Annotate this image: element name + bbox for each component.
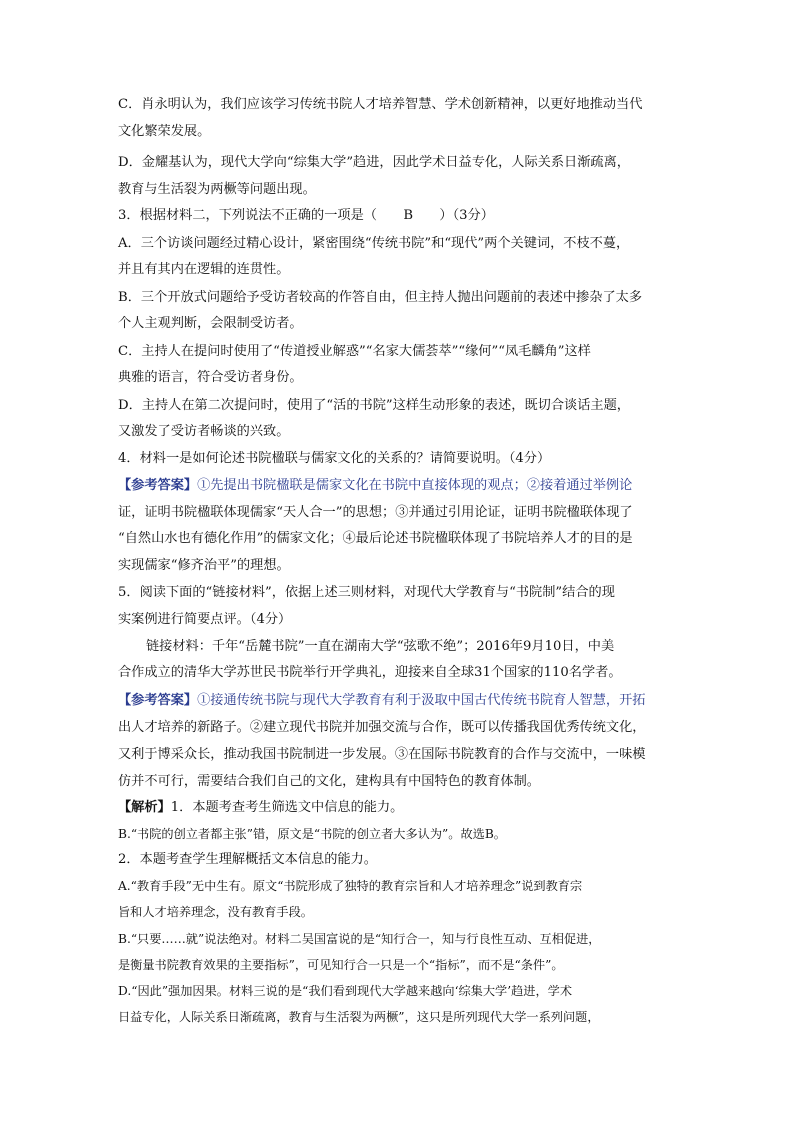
analysis-line: 日益专化，人际关系日渐疏离，教育与生活裂为两橛”，这只是所列现代大学一系列问题， [118, 1010, 600, 1024]
analysis-tag: 【解析】 [118, 800, 171, 815]
answer-line: 出人才培养的新路子。②建立现代书院并加强交流与合作，既可以传播我国优秀传统文化， [118, 720, 646, 735]
analysis-line: D.“因此”强加因果。材料三说的是“我们看到现代大学越来越向‘综集大学’趋进，学术 [118, 984, 573, 998]
analysis-line: 旨和人才培养理念，没有教育手段。 [118, 905, 313, 919]
analysis-line [118, 799, 403, 817]
analysis-line: A.“教育手段”无中生有。原文“书院形成了独特的教育宗旨和人才培养理念”说到教育宗 [118, 879, 583, 893]
answer-line [118, 692, 646, 710]
text-line: D．金耀基认为，现代大学向“综集大学”趋进，因此学术日益专化，人际关系日渐疏离， [118, 155, 630, 170]
question-3-stem: 3．根据材料二，下列说法不正确的一项是（ B ）（3分） [118, 208, 494, 223]
analysis-line: 是衡量书院教育效果的主要指标”，可见知行合一只是一个“指标”，而不是“条件”。 [118, 958, 564, 972]
question-5-stem: 5．阅读下面的“链接材料”，依据上述三则材料，对现代大学教育与“书院制”结合的现 [118, 585, 615, 600]
analysis-line: 2．本题考查学生理解概括文本信息的能力。 [118, 852, 377, 867]
answer-line: “自然山水也有德化作用”的儒家文化；④最后论述书院楹联体现了书院培养人才的目的是 [118, 531, 633, 546]
answer-line: 仿并不可行，需要结合我们自己的文化，建构具有中国特色的教育体制。 [118, 774, 540, 789]
text-line: C．肖永明认为，我们应该学习传统书院人才培养智慧、学术创新精神，以更好地推动当代 [118, 97, 643, 112]
analysis-line: B.“只要……就”说法绝对。材料二吴国富说的是“知行合一，知与行良性互动、互相促进， [118, 932, 601, 946]
text-line: 合作成立的清华大学苏世民书院举行开学典礼，迎接来自全球31个国家的110名学者。 [118, 665, 622, 680]
analysis-line: B.“书院的创立者都主张”错，原文是“书院的创立者大多认为”。故选B。 [118, 827, 506, 841]
answer-line [118, 477, 632, 495]
text-line: C．主持人在提问时使用了“传道授业解惑”“名家大儒荟萃”“缘何”“凤毛麟角”这样 [118, 344, 591, 359]
answer-line: 又利于博采众长，推动我国书院制进一步发展。③在国际书院教育的合作与交流中，一味模 [118, 747, 646, 762]
text-line: 并且有其内在逻辑的连贯性。 [118, 262, 290, 277]
text-line: 文化繁荣发展。 [118, 124, 211, 139]
answer-text: ①接通传统书院与现代大学教育有利于汲取中国古代传统书院育人智慧，开拓 [197, 693, 646, 708]
text-line: 教育与生活裂为两橛等问题出现。 [118, 182, 316, 197]
link-material: 链接材料：千年“岳麓书院”一直在湖南大学“弦歌不绝”；2016年9月10日，中美 [146, 639, 615, 654]
analysis-text: 1．本题考查考生筛选文中信息的能力。 [170, 800, 404, 815]
text-line: 个人主观判断，会限制受访者。 [118, 316, 303, 331]
text-line: 实案例进行简要点评。（4分） [118, 612, 292, 627]
answer-tag: 【参考答案】 [118, 478, 198, 493]
text-line: 又激发了受访者畅谈的兴致。 [118, 424, 290, 439]
answer-tag: 【参考答案】 [118, 693, 198, 708]
text-line: D．主持人在第二次提问时，使用了“活的书院”这样生动形象的表述，既切合谈话主题， [118, 398, 630, 413]
text-line: A．三个访谈问题经过精心设计，紧密围绕“传统书院”和“现代”两个关键词，不枝不蔓， [118, 236, 630, 251]
text-line: 典雅的语言，符合受访者身份。 [118, 370, 303, 385]
answer-line: 证，证明书院楹联体现儒家“天人合一”的思想；③并通过引用论证，证明书院楹联体现了 [118, 505, 633, 520]
answer-text: ①先提出书院楹联是儒家文化在书院中直接体现的观点；②接着通过举例论 [197, 478, 633, 493]
answer-line: 实现儒家“修齐治平”的理想。 [118, 558, 290, 573]
question-4-stem: 4．材料一是如何论述书院楹联与儒家文化的关系的？请简要说明。（4分） [118, 451, 551, 466]
text-line: B．三个开放式问题给予受访者较高的作答自由，但主持人抛出问题前的表述中掺杂了太多 [118, 290, 642, 305]
